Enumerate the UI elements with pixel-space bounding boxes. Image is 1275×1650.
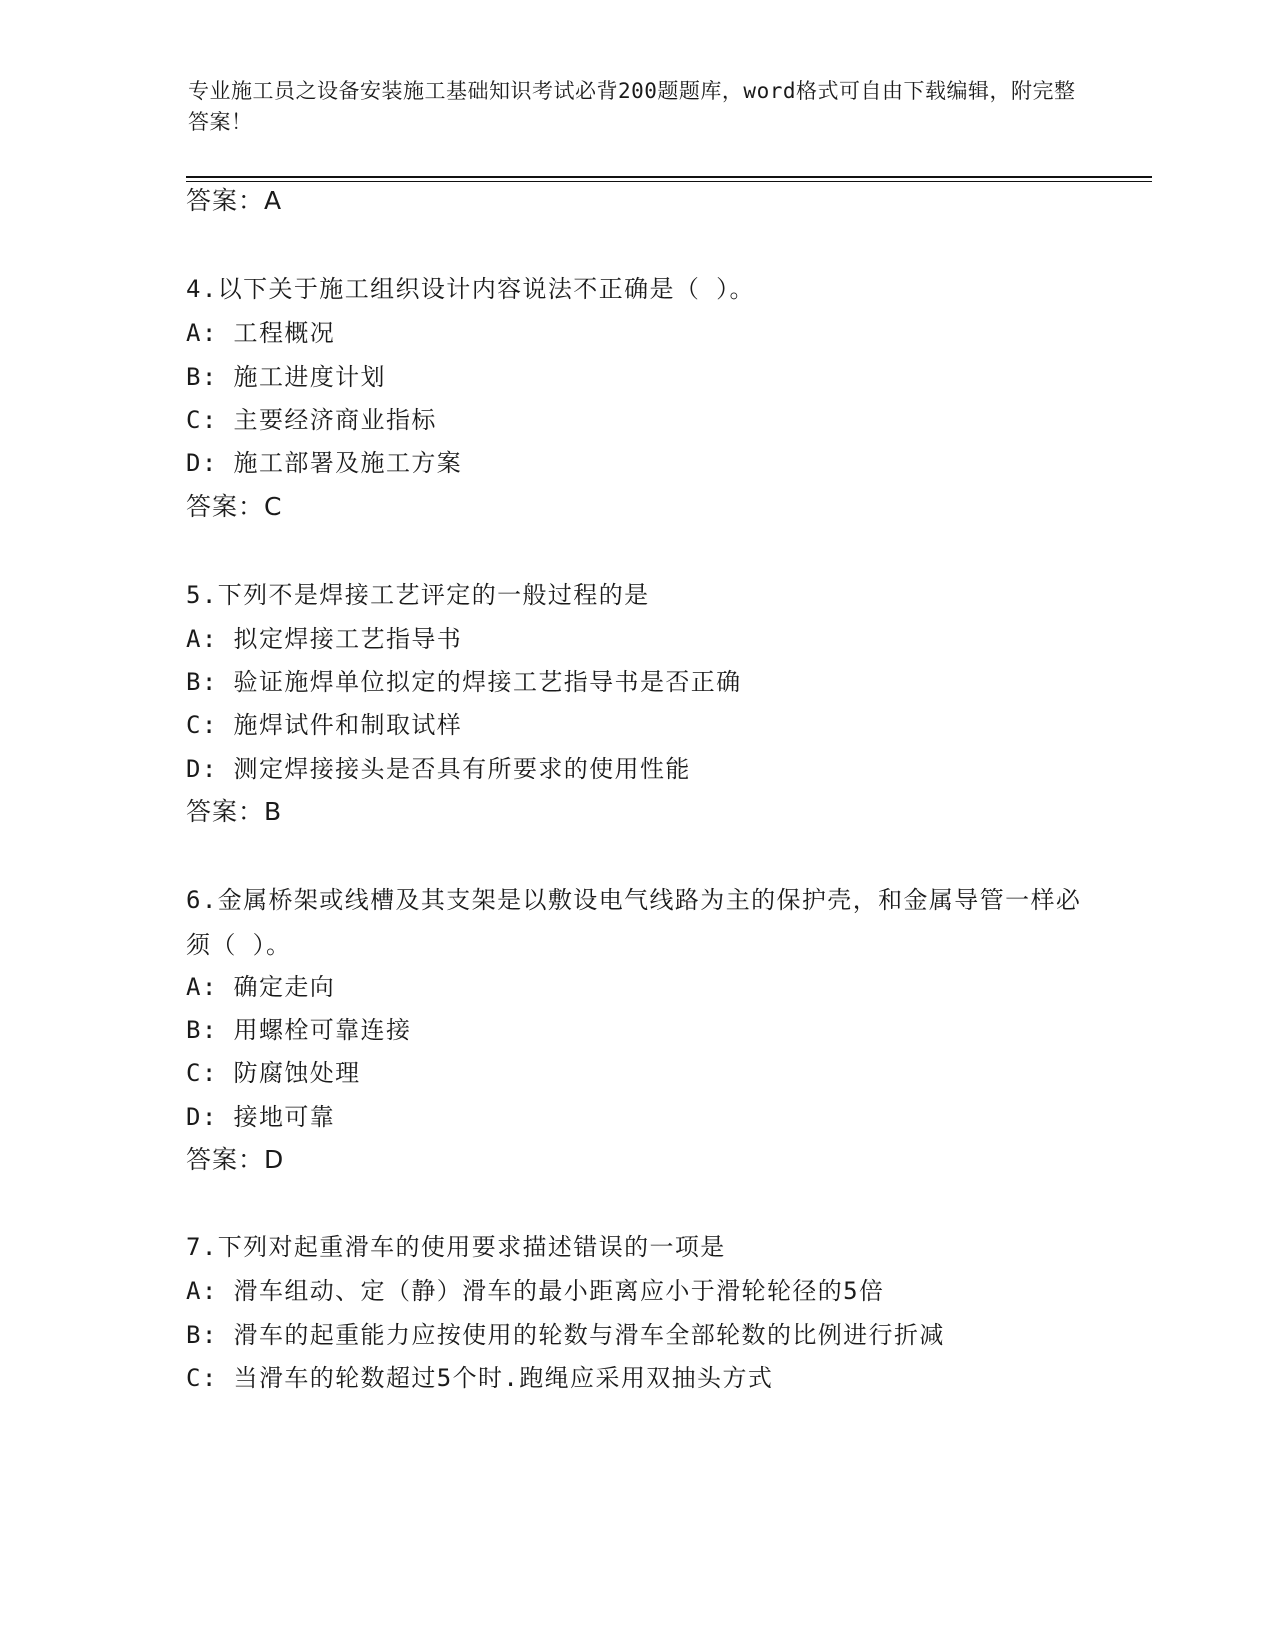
question-4-option-b: B: 施工进度计划 — [186, 363, 386, 391]
question-5-option-c: C: 施焊试件和制取试样 — [186, 711, 463, 739]
question-5-option-b: B: 验证施焊单位拟定的焊接工艺指导书是否正确 — [186, 668, 742, 696]
question-5-option-a: A: 拟定焊接工艺指导书 — [186, 625, 463, 653]
header-divider — [186, 176, 1152, 178]
question-4-answer: 答案：C — [186, 492, 283, 521]
question-5-stem: 5.下列不是焊接工艺评定的一般过程的是 — [186, 581, 650, 609]
question-4-option-c: C: 主要经济商业指标 — [186, 406, 437, 434]
question-4-stem: 4.以下关于施工组织设计内容说法不正确是（ ）。 — [186, 275, 755, 303]
question-4-option-d: D: 施工部署及施工方案 — [186, 449, 463, 477]
question-7-option-c: C: 当滑车的轮数超过5个时.跑绳应采用双抽头方式 — [186, 1364, 774, 1392]
question-6-option-c: C: 防腐蚀处理 — [186, 1059, 361, 1087]
question-5-option-d: D: 测定焊接接头是否具有所要求的使用性能 — [186, 755, 691, 783]
question-6-stem: 6.金属桥架或线槽及其支架是以敷设电气线路为主的保护壳，和金属导管一样必须（ ）。 — [186, 886, 1082, 959]
question-6-answer: 答案：D — [186, 1145, 285, 1174]
question-7-option-b: B: 滑车的起重能力应按使用的轮数与滑车全部轮数的比例进行折减 — [186, 1321, 945, 1349]
question-7-option-a: A: 滑车组动、定（静）滑车的最小距离应小于滑轮轮径的5倍 — [186, 1277, 885, 1305]
document-header: 专业施工员之设备安装施工基础知识考试必背200题题库，word格式可自由下载编辑，附完整答案！ — [188, 79, 1076, 134]
question-7-stem: 7.下列对起重滑车的使用要求描述错误的一项是 — [186, 1233, 726, 1261]
question-6-option-d: D: 接地可靠 — [186, 1103, 336, 1131]
question-6-option-b: B: 用螺栓可靠连接 — [186, 1016, 412, 1044]
answer-q3: 答案：A — [186, 186, 283, 215]
header-divider-thin — [186, 181, 1152, 182]
question-5-answer: 答案：B — [186, 797, 283, 826]
question-4-option-a: A: 工程概况 — [186, 319, 336, 347]
question-6-option-a: A: 确定走向 — [186, 973, 336, 1001]
